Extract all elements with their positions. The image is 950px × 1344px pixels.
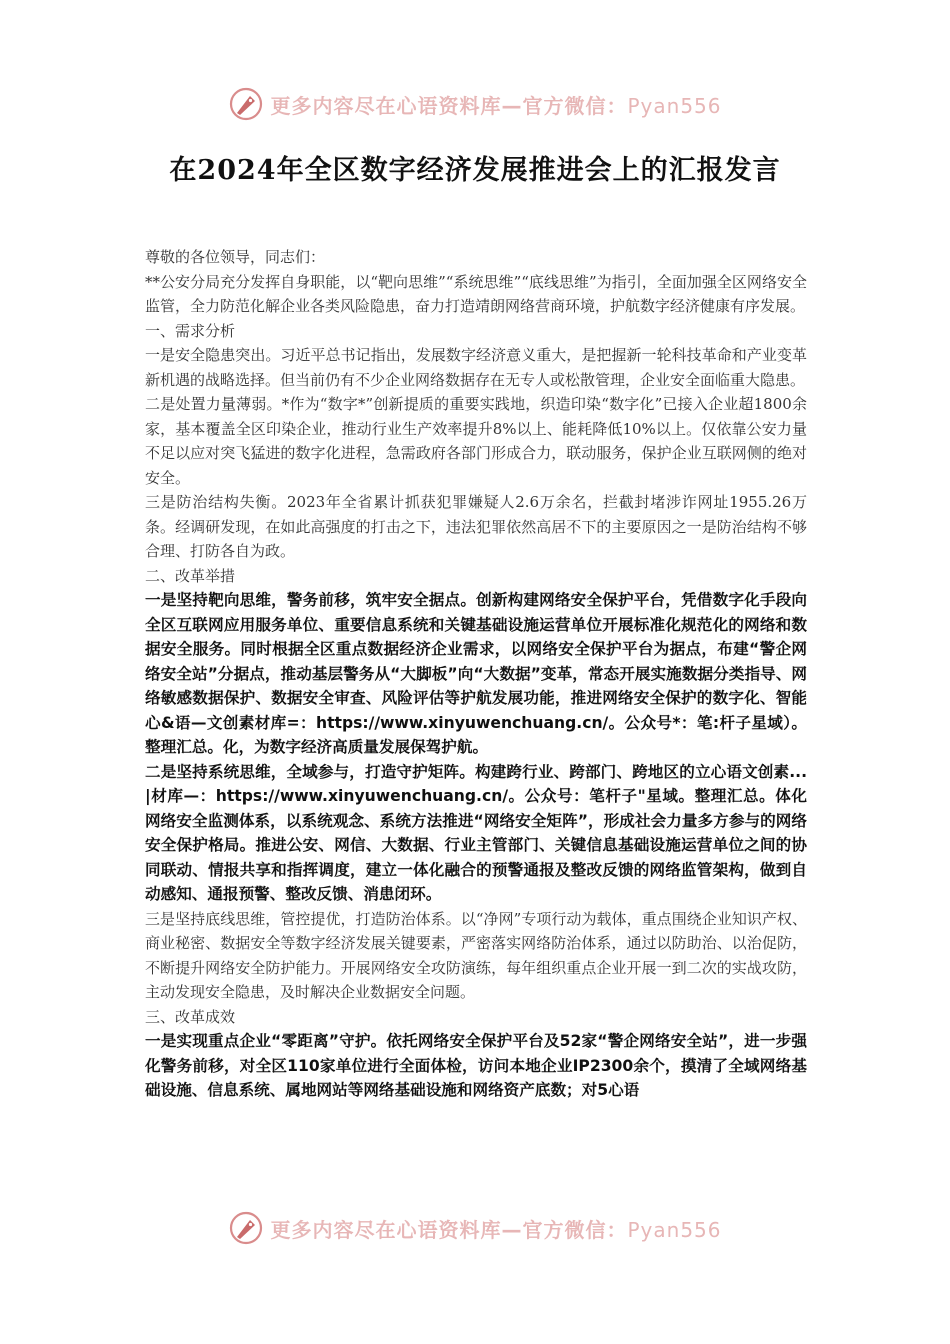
paragraph: **公安分局充分发挥自身职能，以“靶向思维”“系统思维”“底线思维”为指引，全面加强全区网络安全监管，全力防范化解企业各类风险隐患，奋力打造靖朗网络营商环境，护航数字经济健康有序发展。 [145, 272, 807, 315]
section-heading: 二、改革举措 [145, 566, 236, 585]
wechat-id: Pyan556 [627, 93, 722, 118]
document-title: 在2024年全区数字经济发展推进会上的汇报发言 [169, 155, 781, 186]
banner-text: 更多内容尽在心语资料库—官方微信：Pyan556 [270, 93, 722, 118]
document-body [145, 245, 807, 1103]
paragraph: 二是处置力量薄弱。*作为“数字*”创新提质的重要实践地，织造印染“数字化”已接入企业超1800余家，基本覆盖全区印染企业，推动行业生产效率提升8%以上、能耗降低10%以上。仅依靠公安力量不足以应对突飞猛进的数字化进程，急需政府各部门形成合力，联动服务，保护企业互联网侧的绝对安全。 [145, 395, 807, 487]
paragraph: 二是坚持系统思维，全域参与，打造守护矩阵。构建跨行业、跨部门、跨地区的立心语文创素...|材库—：https://www.xinyuwenchuang.cn/。公众号：笔杆子"星域。整理汇总。体化网络安全监测体系，以系统观念、系统方法推进“网络安全矩阵”，形成社会力量多方参与的网络安全保护格局。推进公安、网信、大数据、行业主管部门、关键信息基础设施运营单位之间的协同联动、情报共享和指挥调度，建立一体化融合的预警通报及整改反馈的网络监管架构，做到自动感知、通报预警、整改反馈、消患闭环。 [145, 762, 807, 903]
banner-text: 更多内容尽在心语资料库—官方微信：Pyan556 [270, 1217, 722, 1242]
paragraph: 一是实现重点企业“零距离”守护。依托网络安全保护平台及52家“警企网络安全站”，进一步强化警务前移，对全区110家单位进行全面体检，访问本地企业IP2300余个，摸清了全域网络基础设施、信息系统、属地网站等网络基础设施和网络资产底数；对5心语 [145, 1032, 807, 1099]
pen-nib-icon [228, 86, 264, 122]
paragraph: 三是防治结构失衡。2023年全省累计抓获犯罪嫌疑人2.6万余名，拦截封堵涉诈网址1955.26万条。经调研发现，在如此高强度的打击之下，违法犯罪依然高居不下的主要原因之一是防治结构不够合理、打防各自为政。 [145, 493, 807, 560]
paragraph: 尊敬的各位领导，同志们： [145, 248, 326, 266]
section-heading: 一、需求分析 [145, 321, 236, 340]
paragraph: 一是坚持靶向思维，警务前移，筑牢安全据点。创新构建网络安全保护平台，凭借数字化手段向全区互联网应用服务单位、重要信息系统和关键基础设施运营单位开展标准化规范化的网络和数据安全服务。同时根据全区重点数据经济企业需求，以网络安全保护平台为据点，布建“警企网络安全站”分据点，推动基层警务从“大脚板”向“大数据”变革，常态开展实施数据分类指导、网络敏感数据保护、数据安全审查、风险评估等护航发展功能，推进网络安全保护的数字化、智能心&语—文创素材库=：https://www.xinyuwenchuang.cn/。公众号*：笔:杆子星域）。整理汇总。化，为数字经济高质量发展保驾护航。 [145, 591, 807, 756]
pen-nib-icon [228, 1210, 264, 1246]
wechat-id: Pyan556 [627, 1217, 722, 1242]
header-banner [0, 84, 950, 124]
paragraph: 一是安全隐患突出。习近平总书记指出，发展数字经济意义重大，是把握新一轮科技革命和产业变革新机遇的战略选择。但当前仍有不少企业网络数据存在无专人或松散管理，企业安全面临重大隐患。 [145, 346, 807, 389]
footer-banner [0, 1208, 950, 1248]
paragraph: 三是坚持底线思维，管控提优，打造防治体系。以“净网”专项行动为载体，重点围绕企业知识产权、商业秘密、数据安全等数字经济发展关键要素，严密落实网络防治体系，通过以防助治、以治促防，不断提升网络安全防护能力。开展网络安全攻防演练，每年组织重点企业开展一到二次的实战攻防，主动发现安全隐患，及时解决企业数据安全问题。 [145, 909, 807, 1001]
section-heading: 三、改革成效 [145, 1007, 236, 1026]
